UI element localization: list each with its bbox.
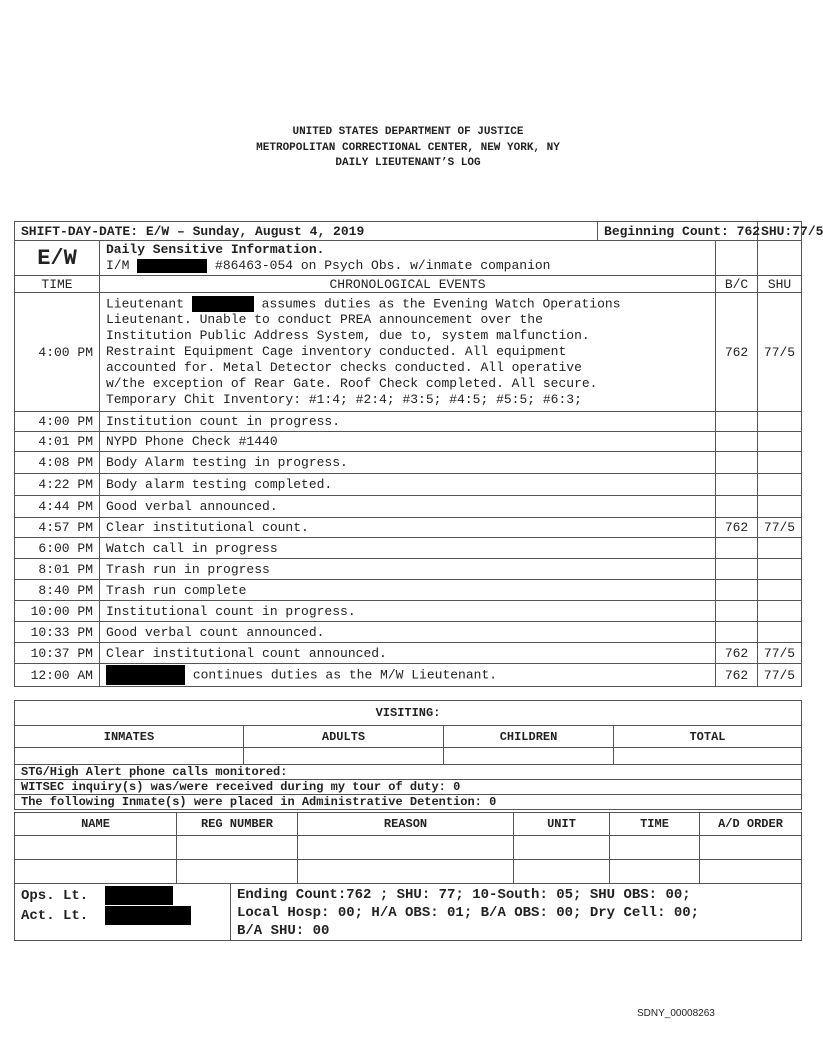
event-time: 6:00 PM (15, 538, 100, 559)
event-time: 4:00 PM (15, 293, 100, 412)
admin-detention-table (14, 812, 802, 884)
event-row (15, 432, 802, 452)
act-lt-label: Act. Lt. (21, 908, 89, 925)
event-text: Body alarm testing completed. (100, 474, 716, 496)
visiting-inmates-header: INMATES (15, 726, 244, 748)
admin-detention-note: The following Inmate(s) were placed in Administrative Detention: 0 (15, 795, 802, 810)
ad-col-reason: REASON (298, 813, 514, 836)
event-row (15, 601, 802, 622)
event-row (15, 412, 802, 432)
event-time: 4:01 PM (15, 432, 100, 452)
event-time: 4:00 PM (15, 412, 100, 432)
header-facility: METROPOLITAN CORRECTIONAL CENTER, NEW YORK, NY (256, 142, 560, 154)
event-time: 10:33 PM (15, 622, 100, 643)
event-bc (716, 622, 758, 643)
im-detail: #86463-054 on Psych Obs. w/inmate companion (215, 258, 551, 273)
event-prefix: Lieutenant (106, 296, 185, 312)
sensitive-detail (106, 258, 709, 274)
ending-count-summary: Ending Count:762 ; SHU: 77; 10-South: 05; SHU OBS: 00; Local Hosp: 00; H/A OBS: 01; B/A OBS: 00; Dry Cell: 00; B/A SHU: 00 (231, 884, 802, 941)
event-time: 10:37 PM (15, 643, 100, 664)
event-bc: 762 (716, 664, 758, 687)
event-text (100, 293, 716, 412)
signoff-table (14, 883, 802, 941)
col-events: CHRONOLOGICAL EVENTS (100, 276, 716, 293)
visiting-children-header: CHILDREN (444, 726, 614, 748)
visiting-title: VISITING: (15, 701, 802, 726)
redaction-box (106, 665, 185, 685)
event-shu (758, 538, 802, 559)
event-row (15, 452, 802, 474)
sensitive-title: Daily Sensitive Information. (106, 242, 325, 257)
shift-row (15, 222, 802, 241)
event-shu: 77/5 (758, 664, 802, 687)
event-row (15, 293, 802, 412)
ad-col-unit: UNIT (514, 813, 610, 836)
col-shu: SHU (758, 276, 802, 293)
redaction-box (192, 296, 254, 312)
sensitive-row (15, 241, 802, 276)
witsec-note: WITSEC inquiry(s) was/were received during my tour of duty: 0 (15, 780, 802, 795)
event-time: 4:44 PM (15, 496, 100, 518)
col-time: TIME (15, 276, 100, 293)
im-prefix: I/M (106, 258, 130, 273)
event-bc (716, 559, 758, 580)
event-row (15, 474, 802, 496)
shift-day-date: SHIFT-DAY-DATE: E/W – Sunday, August 4, 2019 (15, 222, 598, 241)
event-bc: 762 (716, 643, 758, 664)
visiting-table (14, 700, 802, 810)
event-text: Institution count in progress. (100, 412, 716, 432)
event-bc: 762 (716, 518, 758, 538)
event-bc (716, 538, 758, 559)
event-text: Good verbal announced. (100, 496, 716, 518)
event-bc (716, 474, 758, 496)
event-row (15, 664, 802, 687)
beginning-count: Beginning Count: 762 (598, 222, 758, 241)
ops-lt-row (21, 886, 224, 906)
event-shu: 77/5 (758, 293, 802, 412)
event-shu (758, 559, 802, 580)
redaction-box (105, 886, 173, 905)
event-shu: 77/5 (758, 518, 802, 538)
event-text: Trash run in progress (100, 559, 716, 580)
column-header-row (15, 276, 802, 293)
ad-col-order: A/D ORDER (700, 813, 802, 836)
header-agency: UNITED STATES DEPARTMENT OF JUSTICE (292, 126, 524, 138)
bates-number: SDNY_00008263 (637, 1008, 715, 1019)
event-text: NYPD Phone Check #1440 (100, 432, 716, 452)
ad-col-name: NAME (15, 813, 177, 836)
event-row (15, 643, 802, 664)
event-time: 10:00 PM (15, 601, 100, 622)
event-bc (716, 580, 758, 601)
shift-code: E/W (15, 241, 100, 276)
event-text: Good verbal count announced. (100, 622, 716, 643)
event-shu (758, 496, 802, 518)
redaction-box (137, 259, 207, 273)
event-shu (758, 432, 802, 452)
event-text: Body Alarm testing in progress. (100, 452, 716, 474)
event-time: 8:40 PM (15, 580, 100, 601)
event-row (15, 538, 802, 559)
event-bc (716, 496, 758, 518)
event-shu (758, 474, 802, 496)
event-text: Watch call in progress (100, 538, 716, 559)
event-bc (716, 412, 758, 432)
ops-lt-label: Ops. Lt. (21, 888, 89, 905)
stg-calls-note: STG/High Alert phone calls monitored: (15, 765, 802, 780)
event-text: Clear institutional count. (100, 518, 716, 538)
event-text (100, 664, 716, 687)
ad-col-reg: REG NUMBER (177, 813, 298, 836)
event-row (15, 559, 802, 580)
event-bc (716, 432, 758, 452)
event-after-redact: assumes duties as the Evening Watch Operations (261, 296, 621, 312)
col-bc: B/C (716, 276, 758, 293)
event-text: Trash run complete (100, 580, 716, 601)
event-bc (716, 601, 758, 622)
event-time: 4:08 PM (15, 452, 100, 474)
event-shu (758, 412, 802, 432)
event-shu (758, 580, 802, 601)
event-row (15, 622, 802, 643)
visiting-total-header: TOTAL (614, 726, 802, 748)
act-lt-row (21, 906, 224, 926)
event-time: 4:22 PM (15, 474, 100, 496)
log-table (14, 221, 823, 687)
event-text: Clear institutional count announced. (100, 643, 716, 664)
event-shu (758, 622, 802, 643)
event-time: 12:00 AM (15, 664, 100, 687)
event-shu (758, 601, 802, 622)
event-rest: Lieutenant. Unable to conduct PREA announcement over the Institution Public Address System, due to, system malfunction. Restraint Equipment Cage inventory conducted. All equipment accounted for. Metal Detector checks conducted. All operative w/the exception of Rear Gate. Roof Check completed. All secure. Temporary Chit Inventory: #1:4; #2:4; #3:5; #4:5; #5:5; #6:3; (106, 312, 598, 408)
visiting-adults-header: ADULTS (244, 726, 444, 748)
ad-col-time: TIME (610, 813, 700, 836)
event-shu (758, 452, 802, 474)
redaction-box (105, 906, 191, 925)
event-row (15, 518, 802, 538)
event-row (15, 496, 802, 518)
event-text: Institutional count in progress. (100, 601, 716, 622)
event-text-after-redact: continues duties as the M/W Lieutenant. (192, 667, 498, 683)
event-row (15, 580, 802, 601)
header-log-title: DAILY LIEUTENANT’S LOG (335, 157, 481, 169)
event-shu: 77/5 (758, 643, 802, 664)
event-rows (15, 412, 802, 664)
event-time: 8:01 PM (15, 559, 100, 580)
shu-count: SHU:77/5 (758, 222, 802, 241)
event-time: 4:57 PM (15, 518, 100, 538)
event-bc: 762 (716, 293, 758, 412)
event-bc (716, 452, 758, 474)
